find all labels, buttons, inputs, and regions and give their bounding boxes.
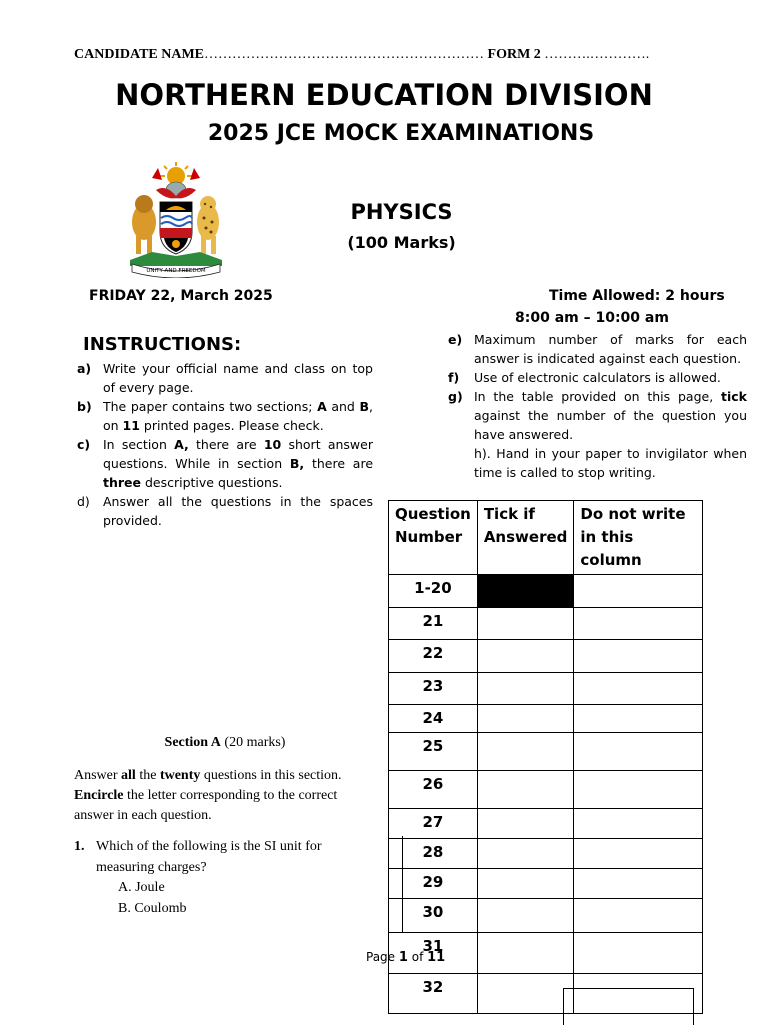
table-row [389, 899, 703, 933]
question-number-cell: 29 [389, 869, 478, 899]
header-question-number: Question Number [389, 501, 478, 575]
tick-cell[interactable] [477, 640, 574, 673]
instruction-emphasis: all [121, 768, 136, 783]
question-tick-table [388, 500, 703, 1014]
tick-cell[interactable] [477, 839, 574, 869]
header-tick-if-answered: Tick if Answered [477, 501, 574, 575]
instruction-emphasis: A, [174, 437, 189, 452]
examiner-cell [574, 608, 703, 640]
page-of: of [407, 950, 428, 964]
examiner-cell [574, 899, 703, 933]
table-row [389, 733, 703, 771]
examiner-cell [574, 640, 703, 673]
question-number-cell: 1-20 [389, 575, 478, 608]
instruction-item [448, 444, 747, 482]
question-number-cell: 27 [389, 809, 478, 839]
instruction-text: there are [188, 437, 264, 452]
table-row [389, 575, 703, 608]
instruction-text: questions in this section. [200, 768, 342, 783]
instruction-text: The paper contains two sections; [103, 399, 318, 414]
instructions-right-list [448, 330, 747, 482]
form-label: FORM 2 [487, 47, 541, 62]
instruction-text: Answer all the questions in the spaces provided. [103, 494, 373, 528]
crest-leopard-icon [197, 196, 219, 254]
candidate-name-blank[interactable]: …………………………………………………… [204, 47, 485, 62]
tick-cell-blocked [477, 575, 574, 608]
instruction-emphasis: tick [721, 389, 747, 404]
instruction-emphasis: B, [289, 456, 305, 471]
form-blank[interactable]: ……….…………. [544, 47, 650, 62]
tick-cell[interactable] [477, 733, 574, 771]
instruction-text: short answer questions. While in section [103, 437, 373, 471]
instruction-label: e) [448, 332, 463, 347]
margin-line [402, 836, 403, 932]
question-number-cell: 28 [389, 839, 478, 869]
tick-cell[interactable] [477, 899, 574, 933]
examiner-total-box [563, 988, 694, 1025]
instruction-emphasis: B [359, 399, 370, 414]
instruction-text: Answer [74, 768, 122, 783]
crest-sun-icon [152, 162, 200, 185]
tick-cell[interactable] [477, 771, 574, 809]
question-number-cell: 24 [389, 705, 478, 733]
question-number-cell: 32 [389, 974, 478, 1014]
tick-cell[interactable] [477, 933, 574, 974]
tick-cell[interactable] [477, 673, 574, 705]
option-a[interactable]: A. Joule [118, 880, 165, 895]
instruction-item [77, 435, 373, 492]
instruction-item [77, 397, 373, 435]
examiner-cell [574, 771, 703, 809]
instruction-text: Write your official name and class on top of every page. [103, 361, 373, 395]
examiner-cell [574, 869, 703, 899]
instruction-text: printed pages. Please check. [139, 418, 324, 433]
question-number-cell: 30 [389, 899, 478, 933]
page-total: 11 [427, 950, 446, 965]
question-number-cell: 25 [389, 733, 478, 771]
instructions-heading: INSTRUCTIONS: [83, 334, 242, 355]
examiner-cell [574, 839, 703, 869]
question-number-cell: 22 [389, 640, 478, 673]
page-current: 1 [398, 950, 408, 965]
instruction-emphasis: 10 [263, 437, 282, 452]
instruction-text: , on [103, 399, 373, 433]
examiner-cell [574, 733, 703, 771]
instruction-label: b) [77, 399, 92, 414]
question-text: Which of the following is the SI unit for measuring charges? [96, 839, 322, 875]
examiner-cell [574, 575, 703, 608]
exam-date: FRIDAY 22, March 2025 [89, 288, 273, 304]
instruction-text: descriptive questions. [141, 475, 283, 490]
table-row [389, 809, 703, 839]
instruction-label: f) [448, 370, 460, 385]
malawi-coat-of-arms-icon [122, 160, 230, 278]
tick-cell[interactable] [477, 974, 574, 1014]
tick-cell[interactable] [477, 809, 574, 839]
exam-title: 2025 JCE MOCK EXAMINATIONS [207, 121, 595, 146]
question-number: 1. [74, 839, 85, 854]
instruction-text: h). Hand in your paper to invigilator when time is called to stop writing. [474, 446, 747, 480]
examiner-cell [574, 809, 703, 839]
instruction-emphasis: A [317, 399, 327, 414]
page-number [366, 950, 445, 965]
instruction-text: Maximum number of marks for each answer is indicated against each question. [474, 332, 747, 366]
table-row [389, 771, 703, 809]
question-number-cell: 31 [389, 933, 478, 974]
section-a-marks: (20 marks) [220, 735, 286, 750]
instruction-label: c) [77, 437, 91, 452]
candidate-form-line [74, 47, 649, 63]
instruction-item [448, 330, 747, 368]
instruction-label: g) [448, 389, 463, 404]
tick-cell[interactable] [477, 608, 574, 640]
tick-cell[interactable] [477, 869, 574, 899]
question-1 [74, 837, 374, 919]
question-number-cell: 21 [389, 608, 478, 640]
division-title: NORTHERN EDUCATION DIVISION [115, 78, 653, 112]
instruction-text: In the table provided on this page, [474, 389, 722, 404]
time-allowed: Time Allowed: 2 hours [549, 288, 725, 304]
question-number-cell: 26 [389, 771, 478, 809]
instruction-emphasis: 11 [122, 418, 140, 433]
table-row [389, 705, 703, 733]
instruction-item [77, 492, 373, 530]
instructions-left-list [77, 359, 373, 530]
instruction-item [77, 359, 373, 397]
table-row [389, 869, 703, 899]
examiner-cell [574, 673, 703, 705]
instruction-text: the [135, 768, 160, 783]
instruction-item [448, 387, 747, 444]
table-row [389, 839, 703, 869]
section-a-instructions [74, 766, 374, 826]
examiner-cell [574, 933, 703, 974]
option-b[interactable]: B. Coulomb [118, 900, 187, 916]
instruction-text: and [326, 399, 360, 414]
instruction-emphasis: twenty [159, 768, 201, 783]
subject-title: PHYSICS [350, 200, 453, 224]
instruction-label: d) [77, 494, 90, 509]
table-row [389, 640, 703, 673]
instruction-text: In section [103, 437, 175, 452]
instruction-text: the letter corresponding to the correct answer in each question. [74, 788, 338, 823]
instruction-text: there are [304, 456, 374, 471]
instruction-emphasis: three [103, 475, 141, 490]
instruction-item [448, 368, 747, 387]
page-prefix: Page [366, 950, 399, 964]
tick-cell[interactable] [477, 705, 574, 733]
examiner-cell [574, 705, 703, 733]
crest-motto: UNITY AND FREEDOM [146, 268, 206, 274]
instruction-text: against the number of the question you have answered. [474, 408, 747, 442]
time-range: 8:00 am – 10:00 am [515, 310, 669, 326]
table-row [389, 608, 703, 640]
total-marks: (100 Marks) [347, 233, 456, 252]
header-do-not-write: Do not write in this column [574, 501, 703, 575]
section-a-label: Section A [164, 735, 221, 750]
table-row [389, 673, 703, 705]
instruction-text: Use of electronic calculators is allowed. [474, 370, 721, 385]
section-a-title [74, 735, 376, 751]
candidate-name-label: CANDIDATE NAME [74, 47, 205, 62]
instruction-emphasis: Encircle [74, 788, 124, 803]
question-number-cell: 23 [389, 673, 478, 705]
crest-lion-icon [132, 195, 156, 254]
instruction-label: a) [77, 361, 92, 376]
table-header-row [389, 501, 703, 575]
